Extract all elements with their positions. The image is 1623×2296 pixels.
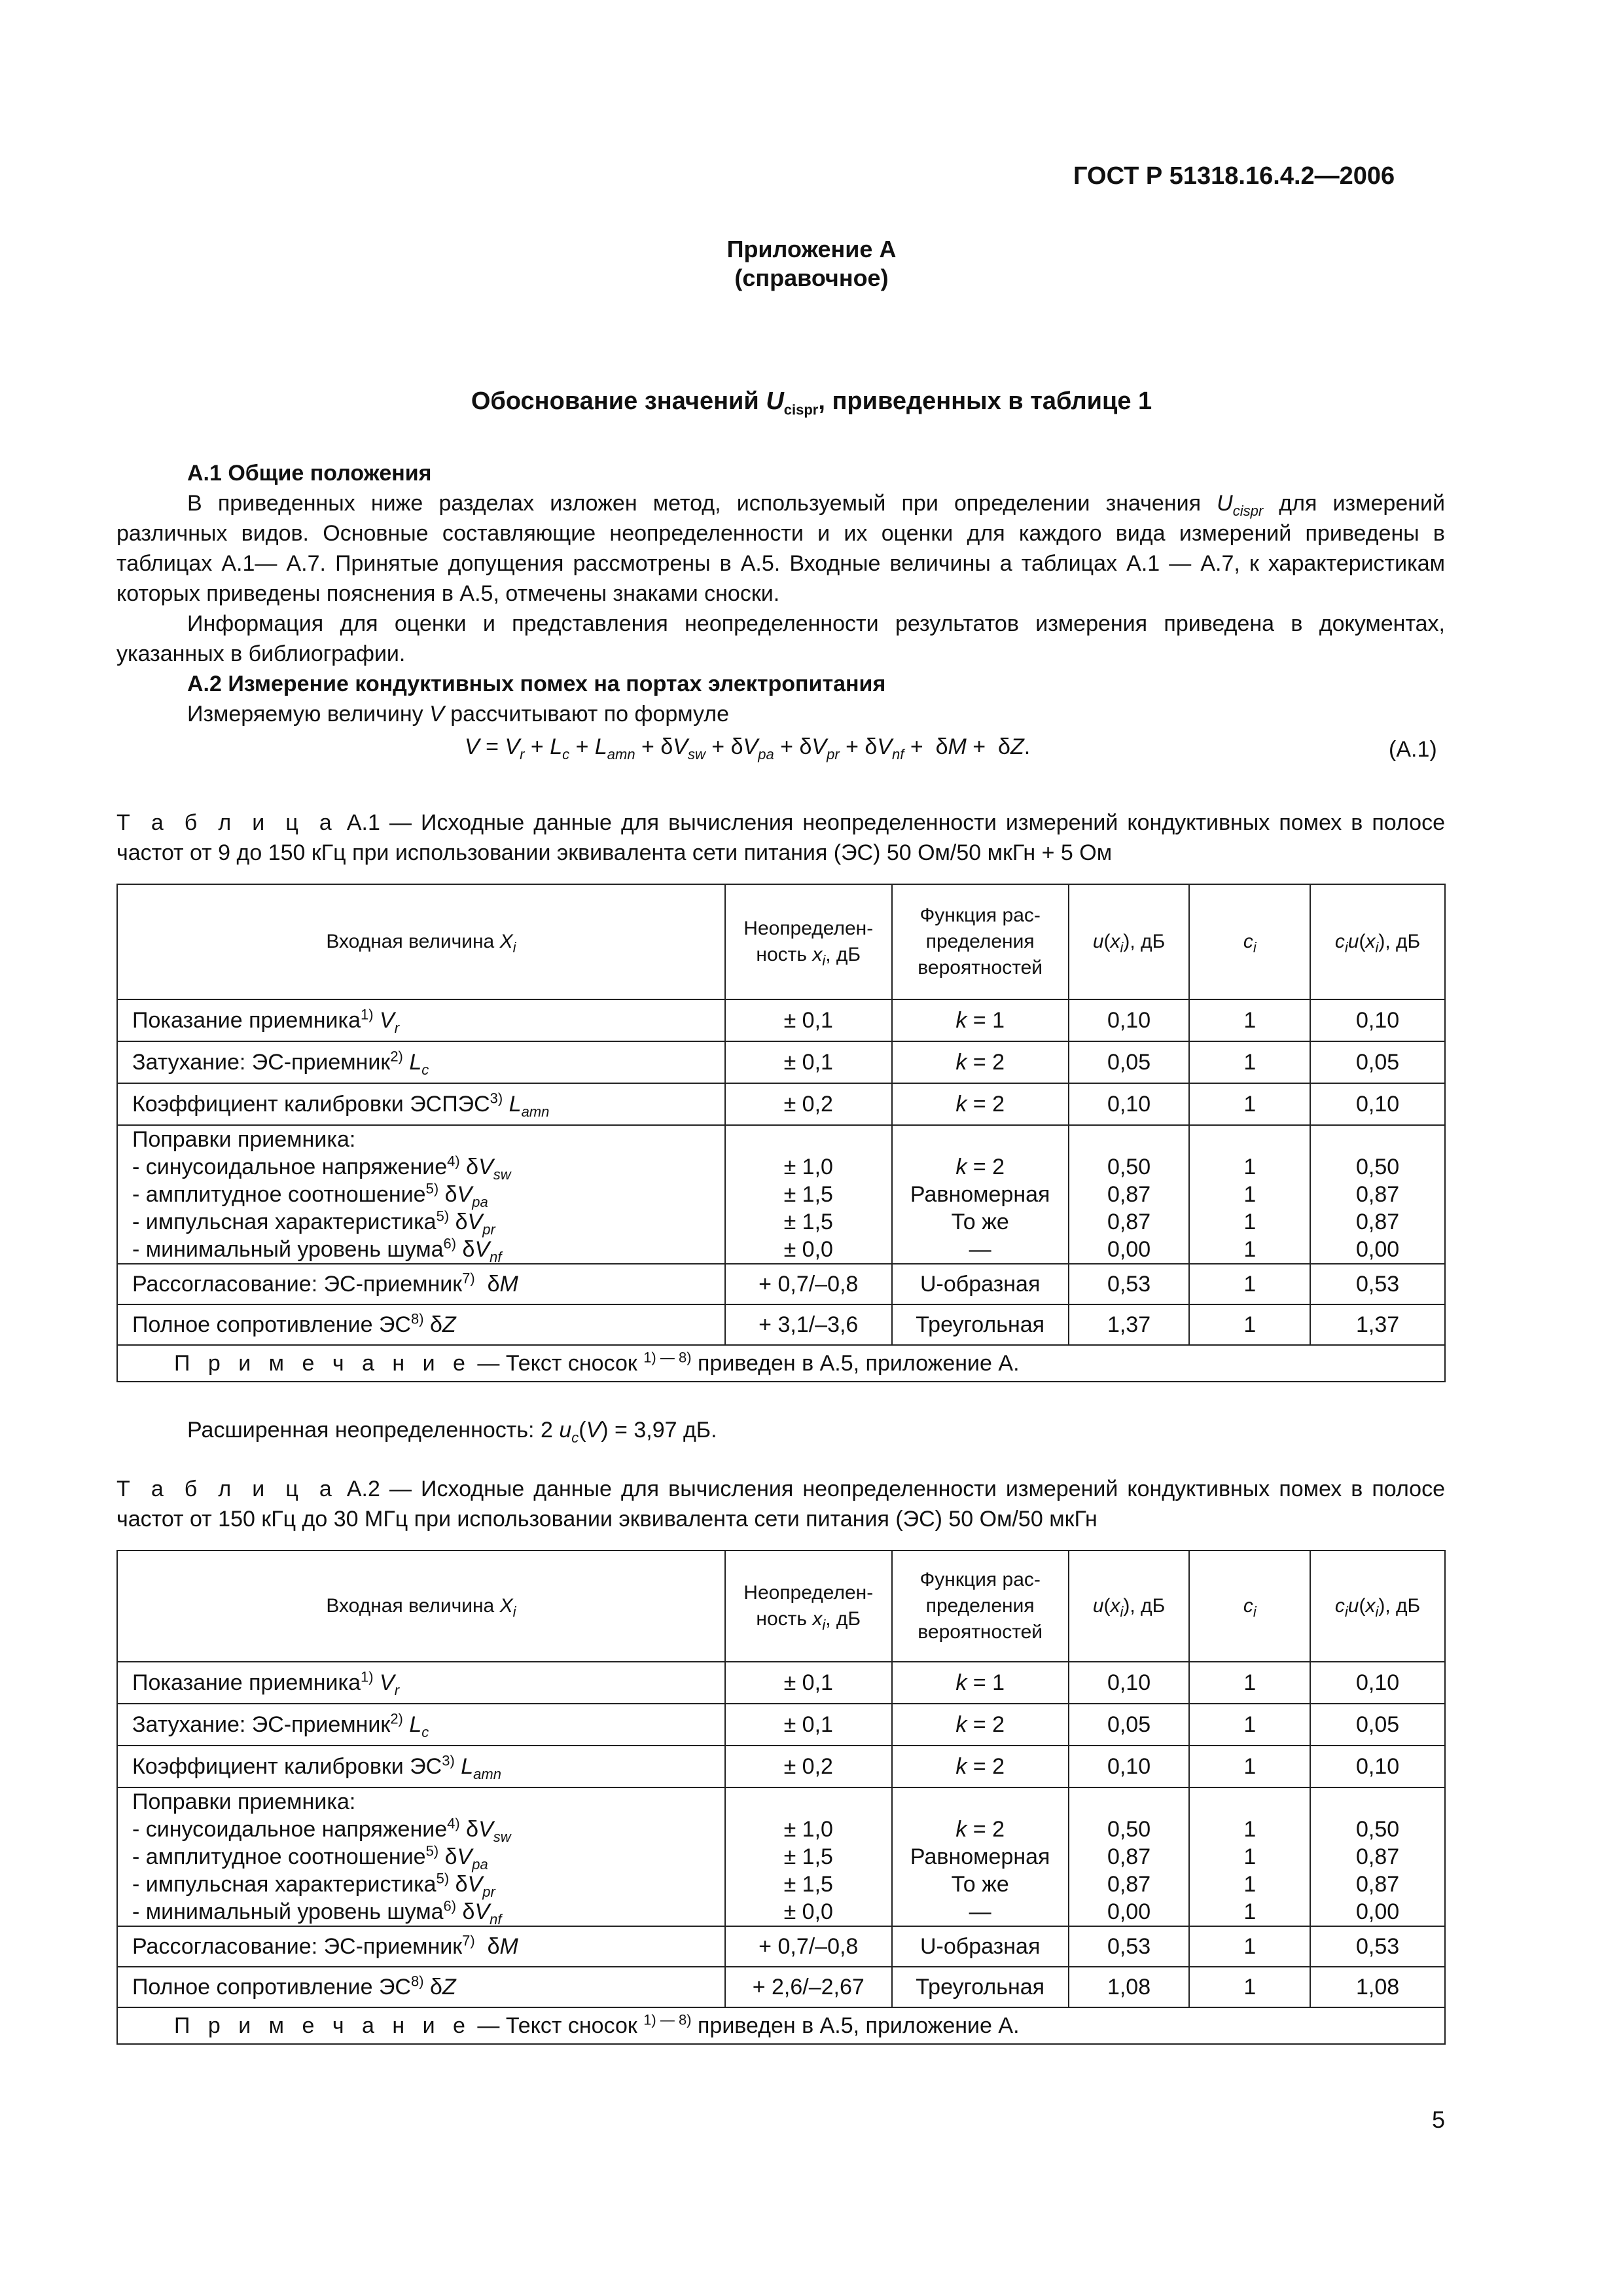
table-row: Затухание: ЭС-приемник$^{2)}$ $L_c$ ± 0,1 k = 2 0,05 1 0,05 [117,1041,1445,1083]
col-input: Входная величина $X_i$ [117,1551,725,1662]
a2-intro: Измеряемую величину V рассчитывают по формуле [187,702,730,726]
table-row: Рассогласование: ЭС-приемник$^{7)}$ δM + 0,7/–0,8 U-образная 0,53 1 0,53 [117,1926,1445,1967]
table-row: Полное сопротивление ЭС$^{8)}$ δZ + 2,6/–2,67 Треугольная 1,08 1 1,08 [117,1967,1445,2007]
col-c: $c_i$ [1189,1551,1310,1662]
col-cu: $c_iu(x_i)$, дБ [1310,1551,1445,1662]
a1-paragraph-2: Информация для оценки и представления неопределенности результатов измерения приведена в документах, указанных в библиографии. [116,611,1445,666]
col-input: Входная величина $X_i$ [117,884,725,999]
formula-number: (А.1) [1389,737,1437,762]
section-a1 [116,458,1445,729]
a2-heading: А.2 Измерение кондуктивных помех на портах электропитания [187,672,886,696]
appendix-title: Приложение А [726,236,897,262]
col-uncertainty: Неопределен- ность $x_i$, дБ [725,1551,892,1662]
a1-heading: А.1 Общие положения [187,461,432,486]
table-note-row: П р и м е ч а н и е — Текст сносок $^{1) — 8)}$ приведен в А.5, приложение А. [117,2007,1445,2044]
standard-number: ГОСТ Р 51318.16.4.2—2006 [1073,162,1395,190]
table-row: Показание приемника$^{1)}$ $V_r$ ± 0,1 k = 1 0,10 1 0,10 [117,999,1445,1041]
table-row: Поправки приемника: - синусоидальное напряжение$^{4)}$ $\delta V_{sw}$ - амплитудное соотношение$^{5)}$ $\delta V_{pa}$ - импульсная характеристика$^{5)}$ $\delta V_{pr}$ - минимальный уровень шума$^{6)}$ $\delta V_{nf}$ ± 1,0 ± 1,5 ± 1,5 ± 0,0 k = 2 Равномерная То же — 0,50 0,87 0,87 0,00 1 1 1 1 0,50 0,87 0,87 0,00 [117,1787,1445,1926]
col-c: $c_i$ [1189,884,1310,999]
col-uncertainty: Неопределен- ность $x_i$, дБ [725,884,892,999]
col-u: $u(x_i)$, дБ [1069,1551,1190,1662]
table-a1-caption: Т а б л и ц а А.1 — Исходные данные для вычисления неопределенности измерений кондуктивных помех в полосе частот от 9 до 150 кГц при использовании эквивалента сети питания (ЭС) 50 Ом/50 мкГн + 5 Ом [116,810,1446,865]
col-u: $u(x_i)$, дБ [1069,884,1190,999]
table-row: Коэффициент калибровки ЭСПЭС$^{3)}$ $L_{amn}$ ± 0,2 k = 2 0,10 1 0,10 [117,1083,1445,1125]
table-row: Затухание: ЭС-приемник$^{2)}$ $L_c$ ± 0,1 k = 2 0,05 1 0,05 [117,1704,1445,1746]
formula-a1: $V = V_r + L_c + L_{amn} + \delta V_{sw} + \delta V_{pa} + \delta V_{pr} + \delta V_{nf} + \delta M + \delta Z$. [465,734,1031,762]
page-number: 5 [1431,2106,1445,2133]
col-cu: $c_iu(x_i)$, дБ [1310,884,1445,999]
table-row: Полное сопротивление ЭС$^{8)}$ δZ + 3,1/–3,6 Треугольная 1,37 1 1,37 [117,1304,1445,1345]
table-row: Показание приемника$^{1)}$ $V_r$ ± 0,1 k = 1 0,10 1 0,10 [117,1662,1445,1704]
a1-paragraph-1: В приведенных ниже разделах изложен метод, используемый при определении значения $U_{cispr}$ для измерений различных видов. Основные составляющие неопределенности и их оценки для каждого вида измерений приведены в таблицах А.1— А.7. Принятые допущения рассмотрены в А.5. Входные величины а таблицах А.1 — А.7, к характеристикам которых приведены пояснения в А.5, отмечены знаками сноски. [116,491,1445,606]
table-a1 [116,884,1446,1382]
table-row: Поправки приемника: - синусоидальное напряжение$^{4)}$ $\delta V_{sw}$ - амплитудное соотношение$^{5)}$ $\delta V_{pa}$ - импульсная характеристика$^{5)}$ $\delta V_{pr}$ - минимальный уровень шума$^{6)}$ $\delta V_{nf}$ ± 1,0 ± 1,5 ± 1,5 ± 0,0 k = 2 Равномерная То же — 0,50 0,87 0,87 0,00 1 1 1 1 0,50 0,87 0,87 0,00 [117,1125,1445,1264]
table-header-row [117,1551,1445,1662]
appendix-subtitle: (справочное) [734,264,889,291]
col-distribution: Функция рас- пределения вероятностей [892,884,1069,999]
table-row: Коэффициент калибровки ЭС$^{3)}$ $L_{amn}$ ± 0,2 k = 2 0,10 1 0,10 [117,1746,1445,1787]
table-note-row: П р и м е ч а н и е — Текст сносок $^{1) — 8)}$ приведен в А.5, приложение А. [117,1345,1445,1382]
table-a2-caption: Т а б л и ц а А.2 — Исходные данные для вычисления неопределенности измерений кондуктивных помех в полосе частот от 150 кГц до 30 МГц при использовании эквивалента сети питания (ЭС) 50 Ом/50 мкГн [116,1477,1446,1532]
table-header-row [117,884,1445,999]
expanded-uncertainty: Расширенная неопределенность: 2 $u_c(V) = 3,97$ дБ. [187,1418,717,1446]
table-row: Рассогласование: ЭС-приемник$^{7)}$ δM + 0,7/–0,8 U-образная 0,53 1 0,53 [117,1264,1445,1304]
col-distribution: Функция рас- пределения вероятностей [892,1551,1069,1662]
main-title: Обоснование значений $U_{cispr}$, приведенных в таблице 1 [471,387,1152,418]
table-a2 [116,1550,1446,2045]
